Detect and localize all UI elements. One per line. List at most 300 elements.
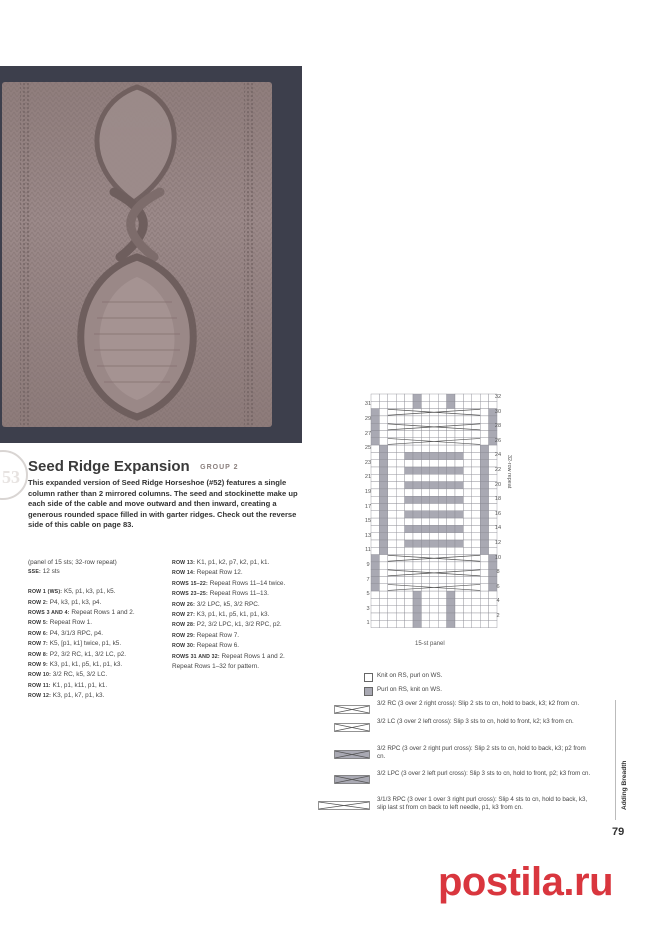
instruction-row-label: ROW 30: — [172, 643, 196, 650]
chart-cell — [463, 533, 471, 540]
chart-cell — [455, 533, 463, 540]
chart-cell — [480, 416, 488, 423]
chart-cell — [371, 496, 379, 503]
chart-cell — [430, 540, 438, 547]
chart-cell — [438, 438, 446, 445]
chart-cell — [388, 496, 396, 503]
chart-cell — [480, 394, 488, 401]
chart-cell — [463, 598, 471, 605]
chart-cell — [379, 577, 387, 584]
chart-cell — [455, 606, 463, 613]
chart-cell — [379, 445, 387, 452]
instruction-row-text: Repeat Row 1. — [47, 619, 92, 627]
chart-cell — [447, 452, 455, 459]
chart-cell — [480, 511, 488, 518]
chart-cell — [480, 489, 488, 496]
chart-cell — [455, 620, 463, 627]
chart-cell — [480, 518, 488, 525]
chart-cell — [413, 613, 421, 620]
chart-cell — [430, 613, 438, 620]
empty-square-icon — [364, 673, 373, 682]
knitted-swatch-image — [2, 82, 272, 427]
chart-cell — [480, 591, 488, 598]
chart-cell — [463, 482, 471, 489]
chart-cell — [405, 555, 413, 562]
chart-cell — [396, 613, 404, 620]
chart-cell — [447, 445, 455, 452]
chart-cell — [396, 525, 404, 532]
chart-cell — [396, 496, 404, 503]
chart-cell — [413, 452, 421, 459]
chart-cell — [405, 482, 413, 489]
chart-cell — [396, 562, 404, 569]
chart-cell — [421, 525, 429, 532]
chart-cell — [480, 613, 488, 620]
chart-cell — [480, 496, 488, 503]
chart-cell — [447, 533, 455, 540]
chart-cell — [421, 540, 429, 547]
chart-cell — [480, 445, 488, 452]
pattern-title: Seed Ridge Expansion — [28, 458, 190, 475]
chart-cell — [396, 460, 404, 467]
chart-cell — [396, 511, 404, 518]
chart-cell — [371, 569, 379, 576]
chart-cell — [447, 467, 455, 474]
chart-cell — [430, 518, 438, 525]
chart-cell — [405, 496, 413, 503]
chart-cell — [405, 394, 413, 401]
chart-cell — [421, 606, 429, 613]
chart-cell — [472, 533, 480, 540]
chart-cell — [413, 496, 421, 503]
chart-cell — [405, 474, 413, 481]
chart-cell — [480, 431, 488, 438]
chart-cell — [421, 460, 429, 467]
chart-cell — [430, 606, 438, 613]
chart-cell — [447, 591, 455, 598]
chart-cell — [480, 540, 488, 547]
chart-cell — [472, 518, 480, 525]
chart-cell — [489, 460, 497, 467]
chart-row-number: 25 — [364, 445, 372, 452]
instruction-row-text: (panel of 15 sts; 32-row repeat) — [28, 559, 117, 566]
chart-cell — [379, 482, 387, 489]
chart-cell — [455, 598, 463, 605]
chart-cell — [472, 452, 480, 459]
cable-swatch-illustration — [2, 82, 272, 427]
chart-cell — [430, 577, 438, 584]
legend-item-text: 3/2 RPC (3 over 2 right purl cross): Slip 2 sts to cn, hold to back, k3; p2 from cn. — [377, 745, 586, 761]
instruction-row — [28, 587, 168, 597]
chart-cell — [463, 489, 471, 496]
chart-cell — [421, 431, 429, 438]
chart-cell — [388, 591, 396, 598]
chart-cell — [447, 569, 455, 576]
chart-cell — [379, 613, 387, 620]
chart-cell — [430, 452, 438, 459]
chart-cell — [379, 598, 387, 605]
instruction-row — [28, 598, 168, 608]
chart-cell — [405, 547, 413, 554]
chart-cell — [421, 467, 429, 474]
chart-cell — [489, 577, 497, 584]
chart-cell — [463, 518, 471, 525]
chart-cell — [447, 511, 455, 518]
chart-cell — [413, 620, 421, 627]
chart-cell — [455, 409, 463, 416]
chart-cell — [438, 577, 446, 584]
chart-cell — [472, 540, 480, 547]
chart-cell — [480, 606, 488, 613]
chart-cell — [388, 547, 396, 554]
chart-cell — [438, 460, 446, 467]
chart-cell — [388, 511, 396, 518]
instruction-row-text: 3/2 LPC, k5, 3/2 RPC. — [195, 600, 260, 608]
chart-cell — [388, 394, 396, 401]
chart-cell — [405, 467, 413, 474]
chart-cell — [447, 416, 455, 423]
chart-cell — [396, 482, 404, 489]
chart-cell — [447, 460, 455, 467]
section-side-tab: Adding Breadth — [621, 760, 628, 810]
instruction-row — [172, 558, 310, 568]
chart-cell — [413, 482, 421, 489]
chart-cell — [388, 474, 396, 481]
chart-row-number: 30 — [494, 408, 502, 415]
instruction-row-text: P4, k3, p1, k3, p4. — [47, 598, 102, 606]
chart-cell — [405, 591, 413, 598]
chart-cell — [463, 613, 471, 620]
chart-cell — [421, 496, 429, 503]
chart-cell — [430, 394, 438, 401]
rpc-cross-icon — [334, 746, 370, 764]
chart-cell — [455, 577, 463, 584]
chart-cell — [405, 613, 413, 620]
chart-cell — [447, 394, 455, 401]
chart-cell — [455, 562, 463, 569]
chart-cell — [379, 409, 387, 416]
chart-cell — [480, 438, 488, 445]
chart-cell — [480, 409, 488, 416]
chart-row-number: 24 — [494, 452, 502, 459]
chart-cell — [388, 489, 396, 496]
chart-cell — [447, 598, 455, 605]
chart-cell — [405, 577, 413, 584]
chart-cell — [447, 431, 455, 438]
chart-cell — [421, 416, 429, 423]
chart-cell — [413, 445, 421, 452]
chart-cell — [455, 401, 463, 408]
pattern-description: This expanded version of Seed Ridge Horseshoe (#52) features a single column rather than 2 mirrored columns. The seed and stockinette make up each side of the cable and move outward and then inward, creating a generous rounded space filled in with garter ridges. Check out the reverse side of this cable on page 83. — [28, 478, 298, 530]
chart-cell — [388, 401, 396, 408]
chart-cell — [489, 474, 497, 481]
chart-cell — [421, 438, 429, 445]
pattern-title-block — [28, 458, 318, 476]
instruction-row-label: ROWS 23–25: — [172, 591, 208, 598]
chart-cell — [430, 489, 438, 496]
instruction-row — [172, 589, 310, 599]
instruction-row — [28, 691, 168, 701]
chart-cell — [438, 584, 446, 591]
chart-cell — [396, 401, 404, 408]
chart-cell — [396, 606, 404, 613]
chart-cell — [463, 562, 471, 569]
chart-row-number: 15 — [364, 518, 372, 525]
chart-cell — [396, 518, 404, 525]
chart-cell — [388, 460, 396, 467]
chart-cell — [379, 504, 387, 511]
chart-row-number: 31 — [364, 401, 372, 408]
instruction-row-text: 3/2 RC, k5, 3/2 LC. — [51, 671, 108, 679]
chart-cell — [438, 620, 446, 627]
chart-cell — [388, 613, 396, 620]
chart-cell — [480, 577, 488, 584]
instruction-row-label: ROW 10: — [28, 672, 52, 679]
chart-cell — [438, 525, 446, 532]
chart-row-number: 16 — [494, 510, 502, 517]
chart-cell — [430, 482, 438, 489]
chart-cell — [421, 409, 429, 416]
chart-cell — [455, 489, 463, 496]
chart-cell — [396, 445, 404, 452]
chart-cell — [463, 401, 471, 408]
chart-cell — [489, 416, 497, 423]
chart-cell — [430, 562, 438, 569]
chart-cell — [447, 525, 455, 532]
chart-cell — [447, 584, 455, 591]
instruction-row — [28, 650, 168, 660]
chart-cell — [371, 555, 379, 562]
chart-cell — [421, 577, 429, 584]
chart-row-number: 32 — [494, 394, 502, 400]
instruction-row-text: K1, p1, k2, p7, k2, p1, k1. — [195, 559, 270, 566]
instruction-row-label: ROW 14: — [172, 570, 196, 577]
instruction-row — [28, 618, 168, 628]
chart-cell — [405, 533, 413, 540]
instruction-row-label: ROWS 15–22: — [172, 580, 208, 587]
chart-cell — [480, 460, 488, 467]
chart-cell — [489, 518, 497, 525]
chart-cell — [472, 562, 480, 569]
chart-cell — [447, 540, 455, 547]
chart-cell — [413, 438, 421, 445]
chart-cell — [371, 438, 379, 445]
chart-cell — [430, 511, 438, 518]
chart-cell — [421, 482, 429, 489]
chart-cell — [388, 562, 396, 569]
chart-row-number: 10 — [494, 554, 502, 561]
instruction-row-label: ROW 6: — [28, 630, 48, 637]
chart-cell — [405, 438, 413, 445]
chart-cell — [396, 540, 404, 547]
chart-cell — [405, 416, 413, 423]
chart-cell — [388, 540, 396, 547]
instruction-row — [28, 660, 168, 670]
instruction-row-text: Repeat Row 6. — [195, 642, 240, 650]
chart-cell — [413, 577, 421, 584]
legend-item-text: Knit on RS, purl on WS. — [377, 672, 443, 679]
instruction-row-text: Repeat Rows 11–14 twice. — [207, 579, 286, 587]
instruction-row — [172, 641, 310, 651]
chart-cell — [430, 591, 438, 598]
chart-cell — [405, 606, 413, 613]
chart-cell — [438, 431, 446, 438]
instruction-row-label: ROW 29: — [172, 632, 196, 639]
chart-cell — [396, 416, 404, 423]
chart-cell — [480, 569, 488, 576]
chart-cell — [472, 416, 480, 423]
chart-cell — [438, 504, 446, 511]
chart-cell — [438, 606, 446, 613]
chart-cell — [405, 460, 413, 467]
group-label: GROUP 2 — [200, 464, 239, 471]
chart-cell — [489, 562, 497, 569]
chart-cell — [438, 474, 446, 481]
chart-cell — [455, 547, 463, 554]
chart-row-number: 3 — [366, 605, 370, 612]
chart-row-number: 2 — [496, 613, 500, 619]
chart-cell — [489, 620, 497, 627]
chart-cell — [438, 489, 446, 496]
chart-cell — [413, 489, 421, 496]
chart-cell — [430, 474, 438, 481]
chart-cell — [371, 598, 379, 605]
chart-row-number: 26 — [494, 437, 502, 444]
chart-cell — [421, 533, 429, 540]
chart-cell — [463, 431, 471, 438]
chart-cell — [388, 533, 396, 540]
chart-cell — [396, 591, 404, 598]
chart-cell — [388, 416, 396, 423]
chart-cell — [396, 547, 404, 554]
chart-cell — [455, 452, 463, 459]
chart-cell — [489, 591, 497, 598]
instruction-row-label: SSE: — [28, 569, 41, 576]
chart-cell — [430, 401, 438, 408]
chart-cell — [379, 569, 387, 576]
chart-cell — [438, 591, 446, 598]
chart-cell — [447, 504, 455, 511]
chart-cell — [421, 555, 429, 562]
chart-cell — [405, 584, 413, 591]
chart-cell — [396, 489, 404, 496]
instruction-row-text: P4, 3/1/3 RPC, p4. — [47, 629, 103, 637]
instructions-column-right — [172, 558, 310, 671]
chart-cell — [388, 452, 396, 459]
chart-cell — [430, 547, 438, 554]
chart-cell — [472, 394, 480, 401]
chart-cell — [430, 533, 438, 540]
chart-cell — [472, 504, 480, 511]
instruction-row-text: Repeat Row 7. — [195, 631, 240, 639]
chart-cell — [413, 533, 421, 540]
chart-cell — [438, 401, 446, 408]
chart-cell — [430, 620, 438, 627]
chart-cell — [447, 547, 455, 554]
instruction-row-text: Repeat Row 12. — [195, 569, 243, 577]
instruction-row — [28, 629, 168, 639]
legend-item-text: 3/1/3 RPC (3 over 1 over 3 right purl cross): Slip 4 sts to cn, hold to back, k3, slip last st from cn back to left needle, p1, k3 from cn. — [377, 796, 588, 812]
chart-cell — [455, 584, 463, 591]
chart-cell — [388, 431, 396, 438]
chart-cell — [413, 401, 421, 408]
chart-cell — [413, 511, 421, 518]
instruction-row-label: ROW 1 (WS): — [28, 589, 63, 596]
chart-cell — [413, 584, 421, 591]
chart-cell — [455, 394, 463, 401]
chart-cell — [379, 496, 387, 503]
chart-cell — [472, 577, 480, 584]
chart-cell — [438, 540, 446, 547]
instruction-row-text: Repeat Rows 1 and 2. — [69, 609, 135, 617]
chart-cell — [396, 577, 404, 584]
chart-row-number: 5 — [366, 591, 370, 598]
lpc-cross-icon — [334, 771, 370, 789]
instruction-row-text: 12 sts — [40, 568, 60, 576]
chart-cell — [421, 598, 429, 605]
chart-cell — [430, 598, 438, 605]
chart-cell — [421, 547, 429, 554]
instruction-row-text: K3, p1, k7, p1, k3. — [51, 692, 105, 700]
chart-cell — [447, 438, 455, 445]
chart-row-number: 4 — [496, 598, 500, 605]
chart-cell — [405, 431, 413, 438]
chart-cell — [430, 496, 438, 503]
chart-row-number: 13 — [364, 532, 372, 539]
pattern-number-badge: 53 — [0, 450, 28, 500]
chart-cell — [472, 591, 480, 598]
chart-cell — [405, 489, 413, 496]
instruction-row — [28, 558, 168, 567]
instruction-row — [172, 579, 310, 589]
chart-cell — [480, 474, 488, 481]
legend-item-text: Purl on RS, knit on WS. — [377, 686, 442, 693]
chart-cell — [455, 591, 463, 598]
chart-cell — [388, 525, 396, 532]
instruction-row-label: ROW 28: — [172, 622, 196, 629]
chart-cell — [472, 489, 480, 496]
chart-cell — [379, 489, 387, 496]
chart-cell — [371, 409, 379, 416]
chart-cell — [472, 525, 480, 532]
chart-row-number: 19 — [364, 488, 372, 495]
chart-cell — [379, 452, 387, 459]
chart-cell — [388, 467, 396, 474]
chart-cell — [455, 460, 463, 467]
chart-cell — [472, 606, 480, 613]
chart-cell — [447, 401, 455, 408]
chart-cell — [379, 555, 387, 562]
chart-cell — [379, 467, 387, 474]
chart-cell — [489, 401, 497, 408]
chart-row-number: 11 — [365, 547, 371, 554]
chart-cell — [463, 504, 471, 511]
chart-cell — [455, 423, 463, 430]
instruction-row-text: K5, [p1, k1] twice, p1, k5. — [47, 640, 122, 648]
chart-cell — [421, 620, 429, 627]
chart-cell — [455, 438, 463, 445]
chart-cell — [413, 474, 421, 481]
chart-cell — [371, 525, 379, 532]
chart-row-number: 6 — [496, 583, 500, 590]
chart-cell — [438, 445, 446, 452]
chart-cell — [379, 540, 387, 547]
chart-cell — [413, 569, 421, 576]
chart-cell — [480, 467, 488, 474]
chart-cell — [405, 540, 413, 547]
chart-grid — [359, 392, 509, 632]
chart-cell — [379, 533, 387, 540]
